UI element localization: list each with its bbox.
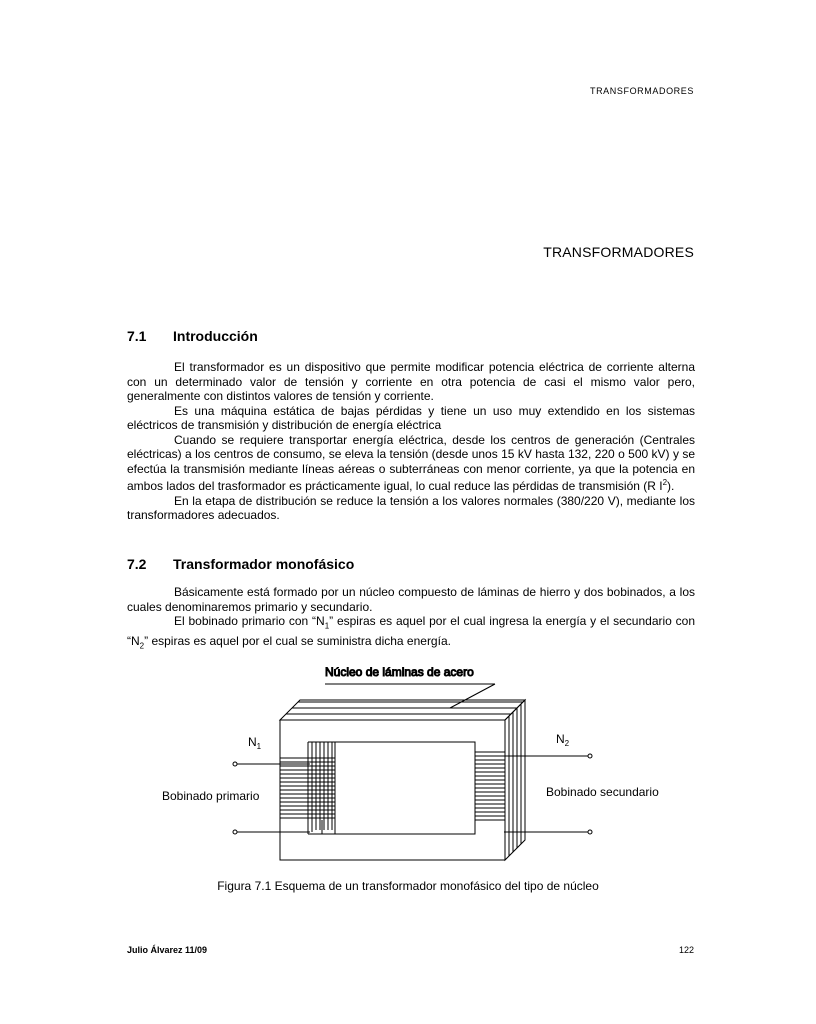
primary-winding-label: Bobinado primario (162, 789, 260, 803)
paragraph-text: Cuando se requiere transportar energía eléctrica, desde los centros de generación (Centrales eléctricas) a los centros de consumo, se eleva la tensión (desde unos 15 kV hasta 132, 220 o 500 kV) y se efectúa la transmisión mediante líneas aéreas o subterráneas con menor corriente, ya que la potencia en ambos lados del trasformador es prácticamente igual, lo cual reduce las pérdidas de transmisión (R I (127, 432, 695, 493)
paragraph: En la etapa de distribución se reduce la tensión a los valores normales (380/220 V), mediante los transformadores adecuados. (127, 493, 695, 522)
paragraph-text: ” espiras es aquel por el cual se suministra dicha energía. (144, 633, 451, 648)
transformer-diagram (150, 660, 659, 875)
paragraph: El transformador es un dispositivo que permite modificar potencia eléctrica de corriente alterna con un determinado valor de tensión y corriente en otra potencia de casi el mismo valor pero, generalmente con distintos valores de tensión y corriente. (127, 360, 695, 403)
secondary-terminal-top (588, 754, 592, 758)
core-right-face (505, 700, 525, 860)
core-window (335, 742, 475, 834)
section-body-7-2 (127, 585, 695, 654)
footer-author: Julio Álvarez 11/09 (127, 945, 208, 955)
paragraph-text: El bobinado primario con “N (174, 614, 325, 628)
page-number: 122 (678, 945, 694, 955)
running-header: TRANSFORMADORES (589, 86, 694, 96)
paragraph-text: ” espiras es aquel por el cual ingresa la energía y el secundario con “N (127, 614, 695, 648)
core-label: Núcleo de láminas de acero (325, 665, 474, 679)
section-title: Introducción (173, 328, 258, 344)
paragraph: Básicamente está formado por un núcleo compuesto de láminas de hierro y dos bobinados, a los cuales denominaremos primario y secundario. (127, 585, 695, 614)
core-top-face (280, 700, 525, 720)
secondary-winding (475, 752, 505, 820)
paragraph-text: ). (667, 479, 675, 493)
paragraph (127, 433, 695, 494)
subscript: 2 (139, 641, 145, 651)
section-body-7-1 (127, 360, 695, 523)
section-number: 7.2 (127, 556, 147, 572)
subscript: 1 (324, 621, 330, 631)
section-number: 7.1 (127, 328, 147, 344)
primary-terminal-bottom (233, 830, 237, 834)
figure-caption: Figura 7.1 Esquema de un transformador monofásico del tipo de núcleo (217, 879, 599, 893)
paragraph (127, 614, 695, 654)
n2-label: $N_2$ (556, 732, 570, 748)
primary-terminal-top (233, 762, 237, 766)
secondary-winding-label: Bobinado secundario (546, 785, 659, 799)
section-heading-7-2 (127, 556, 354, 572)
superscript: 2 (662, 478, 668, 487)
secondary-terminal-bottom (588, 830, 592, 834)
n1-label: $N_1$ (248, 735, 262, 751)
section-heading-7-1 (127, 328, 258, 344)
paragraph: Es una máquina estática de bajas pérdidas y tiene un uso muy extendido en los sistemas eléctricos de transmisión y distribución de energía eléctrica (127, 403, 695, 432)
section-title: Transformador monofásico (173, 556, 355, 572)
chapter-title: TRANSFORMADORES (543, 244, 694, 260)
